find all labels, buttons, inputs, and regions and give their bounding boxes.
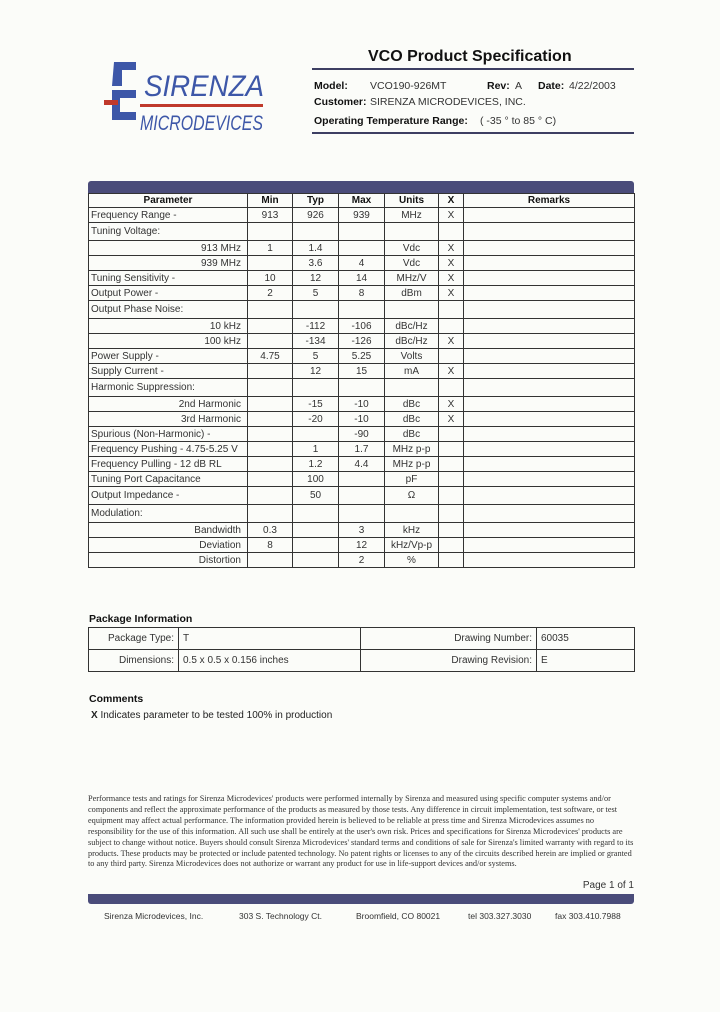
x-cell	[439, 553, 464, 568]
x-cell: X	[439, 397, 464, 412]
remarks-cell	[464, 505, 635, 523]
spec-table	[88, 193, 635, 568]
header-min: Min	[248, 194, 293, 208]
x-cell	[439, 301, 464, 319]
drawing-number-label: Drawing Number:	[361, 628, 537, 650]
header-divider-bottom	[312, 132, 634, 134]
table-row	[89, 286, 635, 301]
date-label: Date:	[538, 80, 565, 92]
typ-cell: 50	[293, 487, 339, 505]
max-cell: 8	[339, 286, 385, 301]
x-cell: X	[439, 364, 464, 379]
drawing-revision-value: E	[537, 650, 635, 672]
typ-cell: 926	[293, 208, 339, 223]
header-units: Units	[385, 194, 439, 208]
min-cell	[248, 427, 293, 442]
package-row-1	[89, 628, 635, 650]
drawing-revision-label: Drawing Revision:	[361, 650, 537, 672]
min-cell: 1	[248, 241, 293, 256]
units-cell: dBc	[385, 397, 439, 412]
comment-mark: X	[91, 710, 98, 721]
x-cell	[439, 472, 464, 487]
page-title: VCO Product Specification	[368, 48, 572, 65]
typ-cell	[293, 538, 339, 553]
svg-text:MICRODEVICES: MICRODEVICES	[140, 112, 263, 135]
table-row	[89, 301, 635, 319]
min-cell: 4.75	[248, 349, 293, 364]
table-row	[89, 223, 635, 241]
param-cell: 10 kHz	[89, 319, 248, 334]
x-cell	[439, 505, 464, 523]
min-cell	[248, 223, 293, 241]
param-cell: Frequency Pulling - 12 dB RL	[89, 457, 248, 472]
max-cell: 4	[339, 256, 385, 271]
table-row	[89, 271, 635, 286]
typ-cell	[293, 553, 339, 568]
footer-tel: tel 303.327.3030	[468, 911, 532, 921]
typ-cell: 100	[293, 472, 339, 487]
header-x: X	[439, 194, 464, 208]
remarks-cell	[464, 241, 635, 256]
min-cell	[248, 379, 293, 397]
units-cell: mA	[385, 364, 439, 379]
footer-bar	[88, 894, 634, 904]
units-cell: dBm	[385, 286, 439, 301]
remarks-cell	[464, 442, 635, 457]
min-cell	[248, 334, 293, 349]
min-cell: 2	[248, 286, 293, 301]
header-max: Max	[339, 194, 385, 208]
table-row	[89, 256, 635, 271]
min-cell	[248, 472, 293, 487]
remarks-cell	[464, 472, 635, 487]
table-row	[89, 412, 635, 427]
typ-cell: 5	[293, 349, 339, 364]
remarks-cell	[464, 256, 635, 271]
customer-value: SIRENZA MICRODEVICES, INC.	[370, 96, 526, 108]
typ-cell: 1.2	[293, 457, 339, 472]
typ-cell: 12	[293, 271, 339, 286]
package-row-2	[89, 650, 635, 672]
table-row	[89, 319, 635, 334]
comments-title: Comments	[89, 693, 144, 705]
min-cell: 10	[248, 271, 293, 286]
rev-label: Rev:	[487, 80, 510, 92]
remarks-cell	[464, 271, 635, 286]
max-cell: 3	[339, 523, 385, 538]
param-cell: 100 kHz	[89, 334, 248, 349]
typ-cell	[293, 301, 339, 319]
dimensions-label: Dimensions:	[89, 650, 179, 672]
temperature-label: Operating Temperature Range:	[314, 115, 468, 127]
package-type-label: Package Type:	[89, 628, 179, 650]
max-cell: 939	[339, 208, 385, 223]
table-row	[89, 553, 635, 568]
x-cell: X	[439, 256, 464, 271]
x-cell: X	[439, 208, 464, 223]
table-row	[89, 457, 635, 472]
footer-address: 303 S. Technology Ct.	[239, 911, 323, 921]
typ-cell: -15	[293, 397, 339, 412]
units-cell: dBc/Hz	[385, 319, 439, 334]
x-cell	[439, 349, 464, 364]
header-divider	[312, 68, 634, 70]
sirenza-logo-mark	[100, 56, 270, 140]
table-row	[89, 427, 635, 442]
max-cell	[339, 505, 385, 523]
max-cell: 2	[339, 553, 385, 568]
max-cell: -90	[339, 427, 385, 442]
typ-cell: 1	[293, 442, 339, 457]
min-cell	[248, 397, 293, 412]
sirenza-logo	[100, 56, 270, 140]
remarks-cell	[464, 301, 635, 319]
param-cell: Deviation	[89, 538, 248, 553]
x-cell: X	[439, 241, 464, 256]
temperature-row	[314, 115, 557, 127]
units-cell: Ω	[385, 487, 439, 505]
param-cell: Tuning Sensitivity -	[89, 271, 248, 286]
remarks-cell	[464, 223, 635, 241]
comment-text: Indicates parameter to be tested 100% in production	[100, 710, 333, 721]
table-row	[89, 241, 635, 256]
x-cell	[439, 487, 464, 505]
typ-cell: 5	[293, 286, 339, 301]
param-cell: Tuning Port Capacitance	[89, 472, 248, 487]
temperature-value: ( -35 ° to 85 ° C)	[480, 115, 557, 127]
x-cell	[439, 442, 464, 457]
typ-cell	[293, 523, 339, 538]
drawing-number-value: 60035	[537, 628, 635, 650]
x-cell: X	[439, 271, 464, 286]
max-cell: 4.4	[339, 457, 385, 472]
header-typ: Typ	[293, 194, 339, 208]
package-table	[88, 627, 635, 672]
units-cell	[385, 379, 439, 397]
footer-city: Broomfield, CO 80021	[356, 911, 441, 921]
param-cell: Harmonic Suppression:	[89, 379, 248, 397]
remarks-cell	[464, 379, 635, 397]
header-remarks: Remarks	[464, 194, 635, 208]
remarks-cell	[464, 349, 635, 364]
page-number: Page 1 of 1	[582, 880, 634, 891]
typ-cell	[293, 505, 339, 523]
package-title: Package Information	[89, 613, 193, 625]
remarks-cell	[464, 319, 635, 334]
table-row	[89, 523, 635, 538]
customer-row	[314, 96, 526, 108]
table-row	[89, 397, 635, 412]
max-cell: -106	[339, 319, 385, 334]
remarks-cell	[464, 397, 635, 412]
min-cell: 0.3	[248, 523, 293, 538]
max-cell: 12	[339, 538, 385, 553]
param-cell: Distortion	[89, 553, 248, 568]
param-cell: Frequency Range -	[89, 208, 248, 223]
table-row	[89, 208, 635, 223]
max-cell: -126	[339, 334, 385, 349]
units-cell: MHz p-p	[385, 457, 439, 472]
max-cell: 15	[339, 364, 385, 379]
remarks-cell	[464, 553, 635, 568]
typ-cell	[293, 427, 339, 442]
units-cell	[385, 505, 439, 523]
x-cell	[439, 523, 464, 538]
param-cell: Tuning Voltage:	[89, 223, 248, 241]
min-cell	[248, 553, 293, 568]
param-cell: Spurious (Non-Harmonic) -	[89, 427, 248, 442]
max-cell	[339, 379, 385, 397]
footer-fax: fax 303.410.7988	[555, 911, 621, 921]
remarks-cell	[464, 208, 635, 223]
x-cell	[439, 538, 464, 553]
units-cell: Vdc	[385, 256, 439, 271]
units-cell: dBc/Hz	[385, 334, 439, 349]
units-cell: Vdc	[385, 241, 439, 256]
x-cell	[439, 427, 464, 442]
table-row	[89, 538, 635, 553]
model-row	[314, 80, 616, 92]
footer-company: Sirenza Microdevices, Inc.	[104, 911, 204, 921]
x-cell	[439, 223, 464, 241]
param-cell: Output Power -	[89, 286, 248, 301]
max-cell	[339, 487, 385, 505]
max-cell: -10	[339, 397, 385, 412]
x-cell: X	[439, 334, 464, 349]
param-cell: Modulation:	[89, 505, 248, 523]
min-cell	[248, 442, 293, 457]
typ-cell	[293, 223, 339, 241]
param-cell: 913 MHz	[89, 241, 248, 256]
min-cell	[248, 301, 293, 319]
table-row	[89, 334, 635, 349]
table-row	[89, 379, 635, 397]
max-cell	[339, 241, 385, 256]
comment-item	[91, 710, 332, 721]
remarks-cell	[464, 364, 635, 379]
units-cell: %	[385, 553, 439, 568]
remarks-cell	[464, 538, 635, 553]
min-cell	[248, 457, 293, 472]
rev-value: A	[515, 80, 523, 92]
date-value: 4/22/2003	[569, 80, 616, 92]
param-cell: Output Impedance -	[89, 487, 248, 505]
typ-cell	[293, 379, 339, 397]
disclaimer-text: Performance tests and ratings for Sirenza Microdevices' products were performed internally by Sirenza and measured using specific computer systems and/or components and reflect the approximate performance of the products as measured by those tests. Any difference in circuit implementation, test software, or test equipment may affect actual performance. The information provided herein is believed to be reliable at press time and Sirenza Microdevices assumes no responsibility for the use of this information. All such use shall be entirely at the user's own risk. Prices and specifications for Sirenza Microdevices' products are subject to change without notice. Buyers should consult Sirenza Microdevices' standard terms and conditions of sale for Sirenza's limited warranty with regard to its products. These products may be protected or include patented technology. No patent rights or licenses to any of the circuits described herein are implied or granted to any third party. Sirenza Microdevices does not authorize or warrant any product for use in life-support devices and/or systems.	[88, 794, 634, 869]
svg-text:SIRENZA: SIRENZA	[144, 70, 264, 103]
remarks-cell	[464, 286, 635, 301]
max-cell: -10	[339, 412, 385, 427]
table-row	[89, 487, 635, 505]
max-cell: 14	[339, 271, 385, 286]
x-cell: X	[439, 412, 464, 427]
max-cell: 5.25	[339, 349, 385, 364]
x-cell	[439, 457, 464, 472]
units-cell: pF	[385, 472, 439, 487]
remarks-cell	[464, 487, 635, 505]
model-value: VCO190-926MT	[370, 80, 447, 92]
x-cell: X	[439, 286, 464, 301]
header-parameter: Parameter	[89, 194, 248, 208]
x-cell	[439, 319, 464, 334]
param-cell: 3rd Harmonic	[89, 412, 248, 427]
min-cell: 8	[248, 538, 293, 553]
package-type-value: T	[179, 628, 361, 650]
min-cell	[248, 319, 293, 334]
typ-cell: 1.4	[293, 241, 339, 256]
param-cell: Output Phase Noise:	[89, 301, 248, 319]
units-cell: MHz/V	[385, 271, 439, 286]
customer-label: Customer:	[314, 96, 367, 108]
typ-cell: 3.6	[293, 256, 339, 271]
max-cell: 1.7	[339, 442, 385, 457]
min-cell	[248, 256, 293, 271]
typ-cell: -134	[293, 334, 339, 349]
units-cell: Volts	[385, 349, 439, 364]
table-row	[89, 442, 635, 457]
remarks-cell	[464, 412, 635, 427]
units-cell	[385, 223, 439, 241]
min-cell	[248, 487, 293, 505]
max-cell	[339, 223, 385, 241]
units-cell: kHz/Vp-p	[385, 538, 439, 553]
spec-table-header	[89, 194, 635, 208]
model-label: Model:	[314, 80, 348, 92]
typ-cell: 12	[293, 364, 339, 379]
units-cell: kHz	[385, 523, 439, 538]
table-row	[89, 472, 635, 487]
min-cell	[248, 505, 293, 523]
remarks-cell	[464, 427, 635, 442]
max-cell	[339, 301, 385, 319]
min-cell	[248, 364, 293, 379]
units-cell: MHz	[385, 208, 439, 223]
param-cell: 2nd Harmonic	[89, 397, 248, 412]
table-row	[89, 364, 635, 379]
remarks-cell	[464, 457, 635, 472]
dimensions-value: 0.5 x 0.5 x 0.156 inches	[179, 650, 361, 672]
table-row	[89, 505, 635, 523]
units-cell	[385, 301, 439, 319]
units-cell: dBc	[385, 412, 439, 427]
remarks-cell	[464, 334, 635, 349]
param-cell: 939 MHz	[89, 256, 248, 271]
spec-table-bar	[88, 181, 634, 193]
min-cell: 913	[248, 208, 293, 223]
x-cell	[439, 379, 464, 397]
typ-cell: -112	[293, 319, 339, 334]
typ-cell: -20	[293, 412, 339, 427]
param-cell: Power Supply -	[89, 349, 248, 364]
param-cell: Frequency Pushing - 4.75-5.25 V	[89, 442, 248, 457]
param-cell: Supply Current -	[89, 364, 248, 379]
table-row	[89, 349, 635, 364]
max-cell	[339, 472, 385, 487]
remarks-cell	[464, 523, 635, 538]
min-cell	[248, 412, 293, 427]
units-cell: dBc	[385, 427, 439, 442]
param-cell: Bandwidth	[89, 523, 248, 538]
units-cell: MHz p-p	[385, 442, 439, 457]
